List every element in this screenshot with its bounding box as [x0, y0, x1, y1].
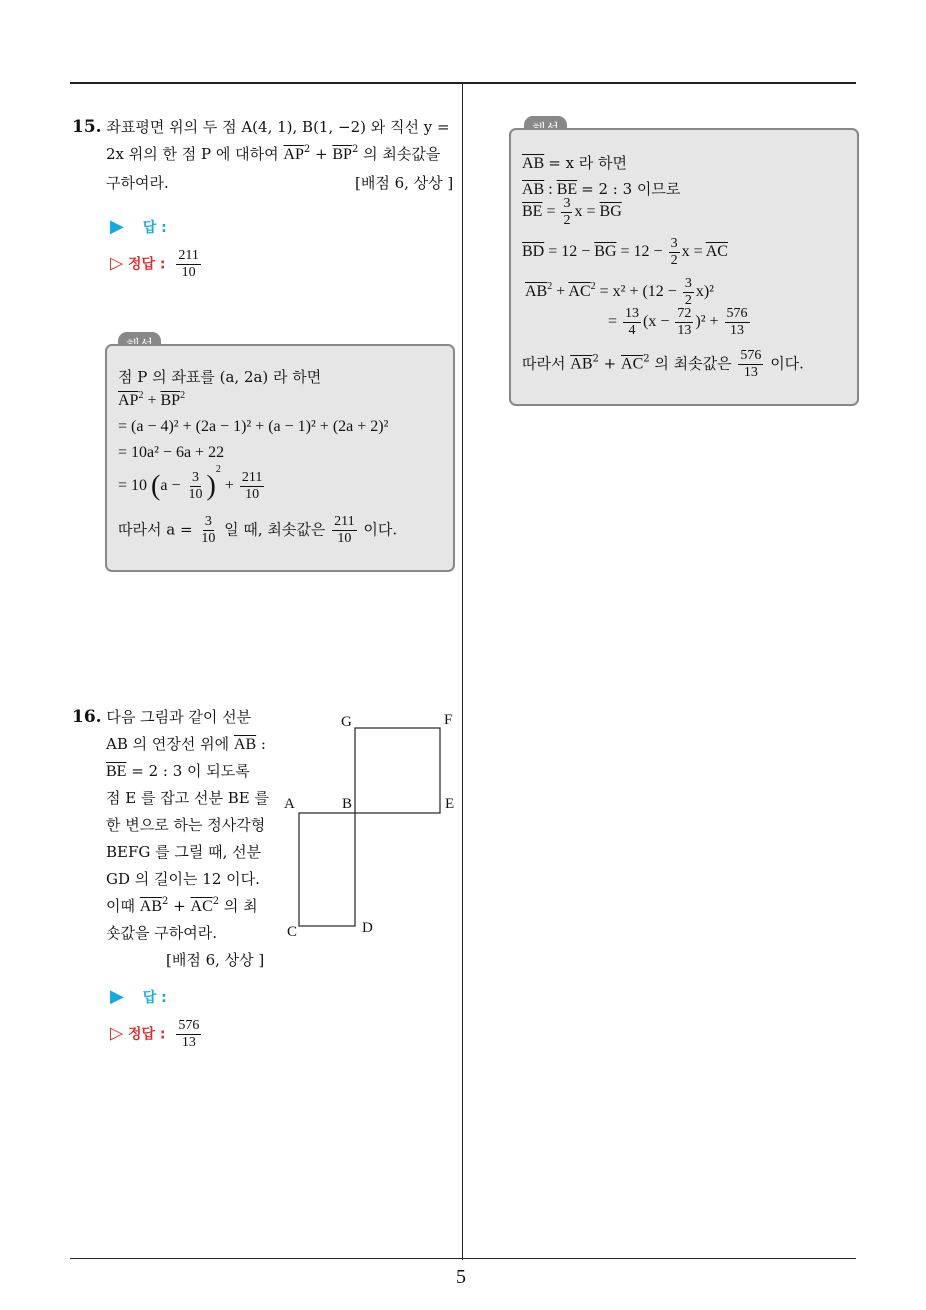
q16-sol-line-1: $\overline{AB} = x$ 라 하면 [522, 154, 628, 172]
play-triangle-icon: ▶ [110, 986, 124, 1007]
q15-text-3: 의 최솟값을 [363, 145, 441, 163]
page-number: 5 [456, 1266, 466, 1288]
q15-number: 15. [72, 117, 102, 137]
q16-number: 16. [72, 707, 102, 727]
q15-correct-label: 정답 : [127, 256, 166, 273]
label-f: F [444, 712, 453, 728]
q16-line-6: BEFG 를 그릴 때, 선분 [106, 843, 262, 861]
q16-correct-row [110, 1018, 203, 1051]
q15-line-1 [72, 116, 450, 137]
q15-sol-line-3: = (a − 4)² + (2a − 1)² + (a − 1)² + (2a + 2)² [118, 418, 389, 435]
bottom-rule [70, 1258, 856, 1259]
q16-correct-value: $\frac{576}{13}$ [178, 1018, 200, 1050]
label-e: E [445, 796, 455, 812]
label-g: G [341, 714, 352, 730]
q15-sol-line-2: $\overline{AP}^2 + \overline{BP}^2$ [118, 390, 186, 409]
q16-answer-label: 답 : [142, 990, 167, 1006]
square-befg [355, 728, 440, 813]
q15-line-3: 구하여라. [106, 174, 169, 192]
label-b: B [342, 796, 353, 812]
q15-sol-line-4: = 10a² − 6a + 22 [118, 444, 225, 461]
q15-sol-line-5: = 10 (a − $\frac{3}{10}$ )$^2$ + $\frac{211}{10}$ [118, 464, 263, 502]
q16-correct-label: 정답 : [127, 1026, 166, 1043]
q15-correct-value: $\frac{211}{10}$ [178, 248, 199, 280]
label-a: A [284, 796, 295, 812]
q15-text-2: 2x 위의 한 점 P 에 대하여 [106, 145, 279, 163]
label-c: C [287, 924, 298, 940]
q16-line-9: 숏값을 구하여라. [106, 924, 217, 942]
q16-sol-line-4: $\overline{BD} = 12 - \overline{BG} = 12$ − $\frac{3}{2}$ $x = \overline{AC}$ [522, 236, 728, 268]
column-divider [462, 84, 463, 1260]
q16-line-7: GD 의 길이는 12 이다. [106, 870, 260, 888]
q16-line-2: AB 의 연장선 위에 $\overline{AB}$ : [106, 735, 266, 753]
q16-line-4: 점 E 를 잡고 선분 BE 를 [106, 789, 269, 807]
q15-answer-label: 답 : [142, 220, 167, 236]
q16-points: [배점 6, 상상 ] [166, 951, 265, 969]
q16-line-1: 16. 다음 그림과 같이 선분 [72, 707, 252, 727]
top-rule [70, 82, 856, 84]
q16-sol-line-3: $\overline{BE}$ = $\frac{3}{2}$ $x = \overline{BG}$ [522, 196, 622, 228]
q16-line-8: 이때 $\overline{AB}^2 + \overline{AC}^2$ 의 최 [106, 896, 258, 915]
outline-triangle-icon: ▷ [110, 253, 124, 274]
q15-plus: + [315, 145, 328, 163]
q16-sol-line-6: = $\frac{13}{4}$ (x − $\frac{72}{13}$ )² + $\frac{576}{13}$ [608, 306, 748, 338]
q15-answer-row [110, 216, 167, 237]
outline-triangle-icon: ▷ [110, 1023, 124, 1044]
q16-sol-line-7: 따라서 $\overline{AB}^2 + \overline{AC}^2$ 의 최솟값은 $\frac{576}{13}$ 이다. [522, 348, 804, 380]
q15-text-1: 좌표평면 위의 두 점 A(4, 1), B(1, −2) 와 직선 y = [106, 118, 450, 136]
q15-segment-ap: $\overline{AP}$ [283, 146, 304, 163]
q16-line-5: 한 변으로 하는 정사각형 [106, 816, 266, 834]
q16-answer-row [110, 986, 167, 1007]
q16-line-3: $\overline{BE} = 2$ : 3 이 되도록 [106, 762, 250, 780]
q15-line-2: 2x 위의 한 점 P 에 대하여 $\overline{AP}^2 + \overline{BP}^2$ 의 최솟값을 [106, 144, 441, 163]
rect-abdc [299, 813, 355, 926]
q16-sol-line-2: $\overline{AB}$ : $\overline{BE} = 2$ : 3 이므로 [522, 180, 681, 198]
q15-sol-line-6: 따라서 a = $\frac{3}{10}$ 일 때, 최솟값은 $\frac{211}{10}$ 이다. [118, 514, 398, 546]
play-triangle-icon: ▶ [110, 216, 124, 237]
q15-sol-line-1: 점 P 의 좌표를 (a, 2a) 라 하면 [118, 368, 322, 386]
q15-correct-row [110, 248, 203, 281]
q15-points: [배점 6, 상상 ] [355, 174, 454, 192]
label-d: D [362, 920, 373, 936]
q15-segment-bp: $\overline{BP}$ [332, 146, 352, 163]
q16-sol-line-5: $\overline{AB}^2 + \overline{AC}^2 = x^2 + (12$ − $\frac{3}{2}$ x)² [525, 276, 714, 308]
q16-figure [280, 712, 460, 944]
